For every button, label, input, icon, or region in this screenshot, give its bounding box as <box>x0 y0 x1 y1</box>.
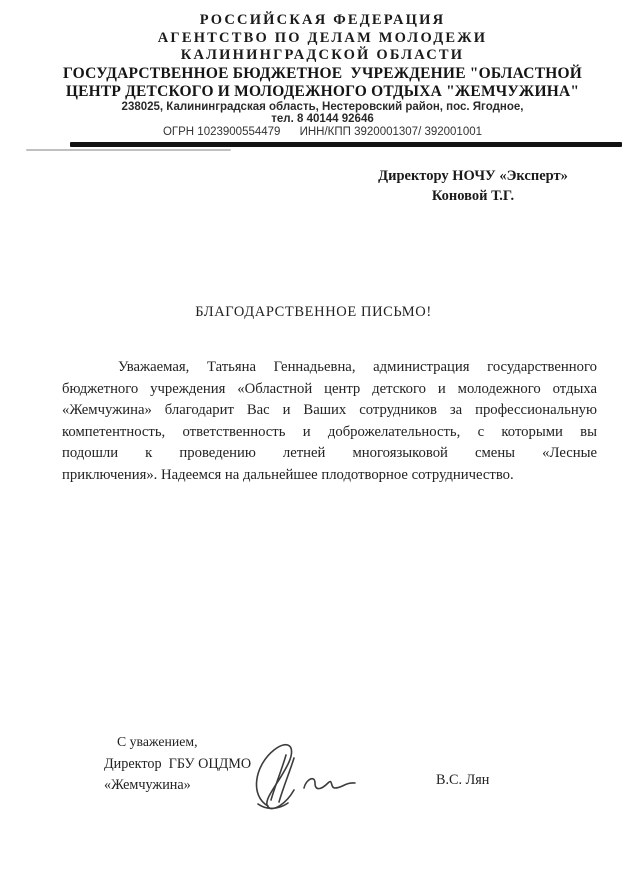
body-line: компетентность, ответственность и доброжелательность, с которыми вы <box>62 423 597 440</box>
letterhead-region-line: КАЛИНИНГРАДСКОЙ ОБЛАСТИ <box>180 47 465 63</box>
signatory-position-line2: «Жемчужина» <box>104 777 191 793</box>
letterhead-ogrn-inn-line: ОГРН 1023900554479 ИНН/КПП 3920001307/ 392001001 <box>162 125 483 138</box>
recipient-title-line: Директору НОЧУ «Эксперт» <box>378 168 568 184</box>
recipient-block <box>362 167 584 206</box>
scan-smudge <box>26 149 231 151</box>
letter-title: БЛАГОДАРСТВЕННОЕ ПИСЬМО! <box>195 304 432 320</box>
letterhead-country-line: РОССИЙСКАЯ ФЕДЕРАЦИЯ <box>199 12 446 28</box>
body-line: приключения». Надеемся на дальнейшее плодотворное сотрудничество. <box>62 466 514 483</box>
recipient-name-line: Коновой Т.Г. <box>431 187 515 204</box>
letterhead-phone-line: тел. 8 40144 92646 <box>271 113 374 125</box>
body-line: Уважаемая, Татьяна Геннадьевна, администрация государственного <box>118 359 597 375</box>
letter-body <box>62 357 597 487</box>
closing-salutation: С уважением, <box>117 734 198 749</box>
handwritten-signature-icon <box>246 740 372 820</box>
letterhead-agency-line: АГЕНТСТВО ПО ДЕЛАМ МОЛОДЕЖИ <box>157 29 488 46</box>
body-line: подошли к проведению летней многоязыковой смены «Лесные <box>62 445 597 462</box>
body-line: бюджетного учреждения «Областной центр детского и молодежного отдыха <box>62 380 597 397</box>
body-line: «Жемчужина» благодарит Вас и Ваших сотрудников за профессиональную <box>62 402 597 419</box>
letterhead-org-name-line2: ЦЕНТР ДЕТСКОГО И МОЛОДЕЖНОГО ОТДЫХА "ЖЕМЧУЖИНА" <box>65 82 580 100</box>
letterhead-address-line: 238025, Калининградская область, Нестеровский район, пос. Ягодное, <box>121 100 524 113</box>
signatory-name: В.С. Лян <box>436 772 490 788</box>
letterhead <box>22 12 623 139</box>
signatory-position-line1: Директор ГБУ ОЦДМО <box>104 756 252 772</box>
letterhead-org-name-line1: ГОСУДАРСТВЕННОЕ БЮДЖЕТНОЕ УЧРЕЖДЕНИЕ "ОБЛАСТНОЙ <box>62 64 583 82</box>
letterhead-divider <box>70 142 622 147</box>
